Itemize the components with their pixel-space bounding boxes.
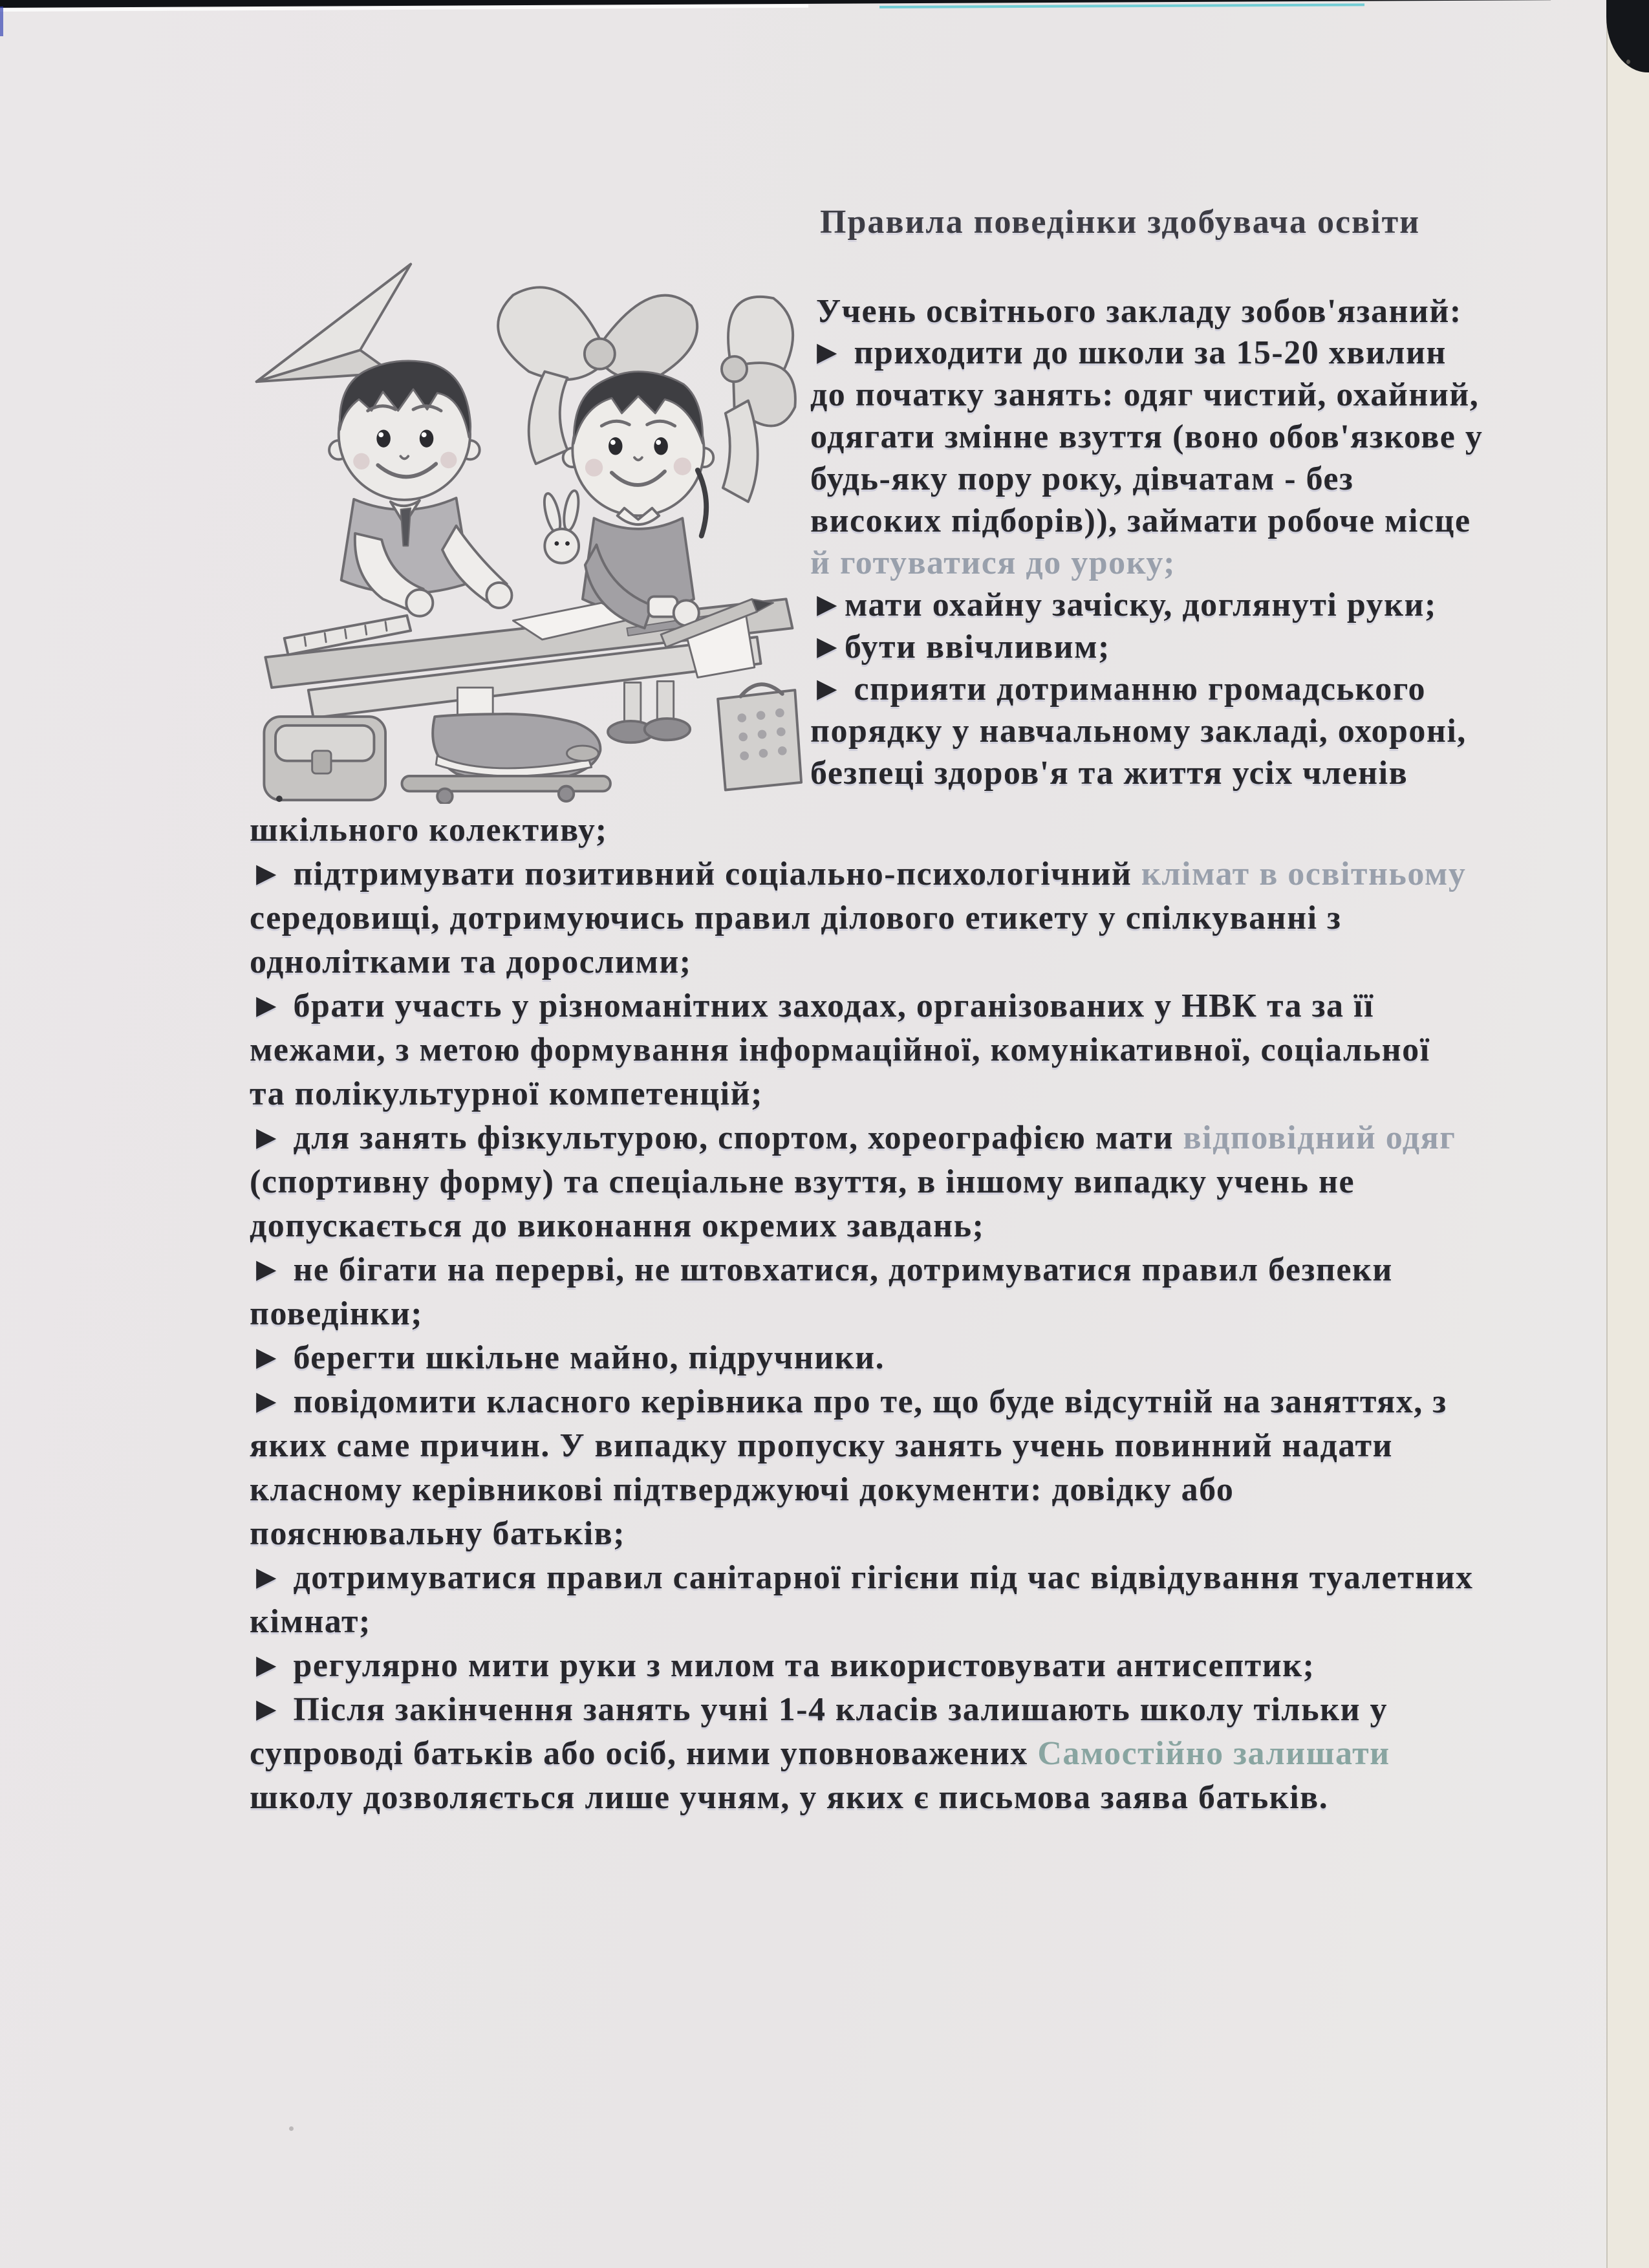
rule-line: будь-яку пору року, дівчатам - без	[810, 460, 1354, 497]
rule-line: школу дозволяється лише учням, у яких є письмова заява батьків.	[250, 1779, 1329, 1816]
rule-line: класному керівникові підтверджуючі документи: довідку або	[250, 1471, 1234, 1508]
rule-line	[250, 1116, 1608, 1160]
bunny-toy	[541, 490, 581, 563]
rule-line: яких саме причин. У випадку пропуску занять учень повинний надати	[250, 1427, 1393, 1464]
rule-line: ► не бігати на перерві, не штовхатися, дотримуватися правил безпеки	[250, 1251, 1393, 1288]
girl	[498, 287, 795, 612]
rule-line: ► берегти шкільне майно, підручники.	[250, 1339, 885, 1376]
rule-line: одягати змінне взуття (воно обов'язкове у	[810, 418, 1483, 455]
rule-line: ►бути ввічливим;	[810, 629, 1110, 665]
rule-line: межами, з метою формування інформаційної, комунікативної, соціальної	[250, 1031, 1430, 1068]
children-at-desk-illustration	[248, 248, 804, 804]
rule-line: пояснювальну батьків;	[250, 1515, 626, 1552]
rule-line: (спортивну форму) та спеціальне взуття, в іншому випадку учень не	[250, 1163, 1355, 1200]
scan-color-fringe	[879, 3, 1364, 8]
rule-line: ► дотримуватися правил санітарної гігієни під час відвідування туалетних	[250, 1559, 1474, 1596]
rule-line: та полікультурної компетенцій;	[250, 1075, 763, 1112]
underlay-sheet-edge	[1606, 0, 1649, 2268]
rule-line: ►мати охайну зачіску, доглянуті руки;	[810, 587, 1437, 623]
faded-segment: Самостійно залишати	[1037, 1735, 1390, 1772]
rules-right-column	[810, 332, 1483, 794]
rule-line-segment: супроводі батьків або осіб, ними уповноважених	[250, 1735, 1038, 1772]
rule-line: порядку у навчальному закладі, охороні,	[810, 713, 1467, 750]
page-title: Правила поведінки здобувача освіти	[820, 204, 1421, 241]
faded-segment: клімат в освітньому	[1141, 856, 1467, 892]
rule-line-segment: ► для занять фізкультурою, спортом, хореографією мати	[250, 1119, 1183, 1156]
rule-line: ► брати участь у різноманітних заходах, організованих у НВК та за її	[250, 988, 1374, 1024]
scan-edge-artifact	[0, 6, 3, 36]
rule-line: допускається до виконання окремих завдань;	[250, 1207, 985, 1244]
rules-full-width	[250, 808, 1608, 1820]
rule-line: поведінки;	[250, 1295, 424, 1332]
rule-line: середовищі, дотримуючись правил ділового етикету у спілкуванні з	[250, 900, 1342, 936]
rule-line: ► приходити до школи за 15-20 хвилин	[810, 334, 1447, 371]
rule-line	[250, 852, 1608, 896]
rule-line-segment: ► підтримувати позитивний соціально-психологічний	[250, 856, 1141, 892]
rule-line: ► регулярно мити руки з милом та використовувати антисептик;	[250, 1647, 1315, 1684]
rule-line: безпеці здоров'я та життя усіх членів	[810, 755, 1408, 792]
rule-line: ► сприяти дотриманню громадського	[810, 671, 1427, 707]
faded-segment: відповідний одяг	[1183, 1119, 1456, 1156]
rule-line	[250, 1732, 1608, 1776]
rule-line: кімнат;	[250, 1603, 371, 1640]
dust-speck	[1626, 59, 1630, 64]
rule-line: високих підборів)), займати робоче місце	[810, 502, 1471, 539]
rule-line: шкільного колективу;	[250, 812, 608, 848]
rule-line-faded: й готуватися до уроку;	[810, 545, 1176, 581]
dust-speck	[289, 2126, 294, 2131]
rule-line: ► Після закінчення занять учні 1-4 класів залишають школу тільки у	[250, 1691, 1388, 1728]
rule-line: до початку занять: одяг чистий, охайний,	[810, 376, 1480, 413]
intro-line: Учень освітнього закладу зобов'язаний:	[816, 293, 1462, 330]
rule-line: однолітками та дорослими;	[250, 944, 692, 980]
rule-line: ► повідомити класного керівника про те, що буде відсутній на заняттях, з	[250, 1383, 1447, 1420]
